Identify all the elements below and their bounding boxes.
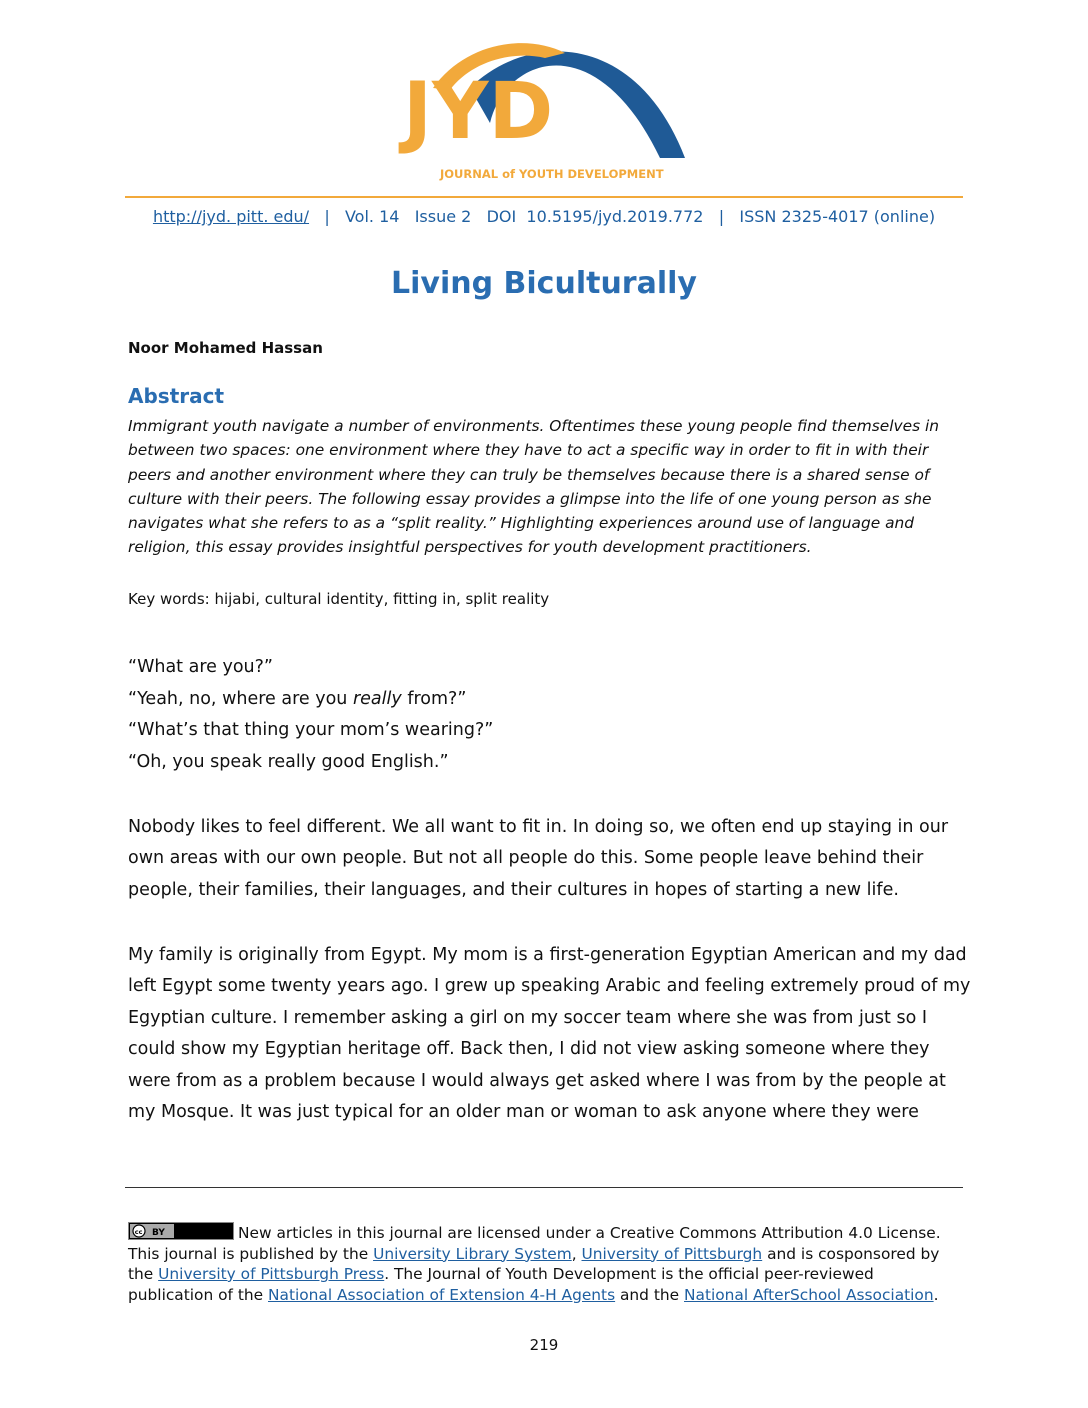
footer-line xyxy=(128,1222,968,1244)
footer-text: and the xyxy=(615,1285,684,1304)
issn: ISSN 2325-4017 (online) xyxy=(739,207,936,226)
abstract-line: peers and another environment where they can truly be themselves because there is a shared sense of xyxy=(128,465,930,484)
creative-commons-badge-icon[interactable] xyxy=(128,1222,234,1240)
logo-letters: JYD xyxy=(403,67,554,157)
body-line: were from as a problem because I would always get asked where I was from by the people at xyxy=(128,1070,946,1091)
footer-line xyxy=(128,1285,968,1306)
quote-line: “What are you?” xyxy=(128,657,273,677)
university-of-pittsburgh-link[interactable]: University of Pittsburgh xyxy=(581,1244,763,1263)
extension-4h-agents-link[interactable]: National Association of Extension 4-H Agents xyxy=(268,1285,616,1304)
footer-line xyxy=(128,1264,968,1285)
body-line: own areas with our own people. But not all people do this. Some people leave behind their xyxy=(128,848,924,869)
footer-line xyxy=(128,1244,968,1265)
footer-text: , xyxy=(571,1244,582,1263)
abstract-line: Immigrant youth navigate a number of environments. Oftentimes these young people find themselves in xyxy=(128,417,940,435)
body-line: My family is originally from Egypt. My mom is a first-generation Egyptian American and my dad xyxy=(128,945,967,965)
quote-line xyxy=(128,684,493,716)
quote-line: “What’s that thing your mom’s wearing?” xyxy=(128,720,494,740)
jyd-logo-graphic xyxy=(395,28,695,188)
body-line: Nobody likes to feel different. We all want to fit in. In doing so, we often end up staying in our xyxy=(128,817,949,837)
opening-quotes xyxy=(128,652,493,778)
article-title: Living Biculturally xyxy=(391,266,697,301)
afterschool-association-link[interactable]: National AfterSchool Association xyxy=(684,1285,934,1304)
quote-emphasis: really xyxy=(352,688,402,709)
footer-rule xyxy=(125,1187,963,1188)
pitt-press-link[interactable]: University of Pittsburgh Press xyxy=(158,1265,385,1283)
body-line: left Egypt some twenty years ago. I grew up speaking Arabic and feeling extremely proud of my xyxy=(128,976,971,997)
license-text: New articles in this journal are licensed under a Creative Commons Attribution 4.0 License. xyxy=(238,1224,941,1242)
volume: Vol. 14 xyxy=(344,207,400,226)
issue: Issue 2 xyxy=(414,207,472,226)
body-paragraph xyxy=(128,812,968,906)
university-library-system-link[interactable]: University Library System xyxy=(373,1244,572,1263)
keywords: Key words: hijabi, cultural identity, fitting in, split reality xyxy=(128,590,550,608)
citation-header xyxy=(0,207,1088,226)
footer-text: and is cosponsored by xyxy=(762,1244,940,1263)
abstract-line: culture with their peers. The following essay provides a glimpse into the life of one young person as she xyxy=(128,489,932,508)
header-separator: | xyxy=(324,207,330,226)
author-name: Noor Mohamed Hassan xyxy=(128,339,323,357)
svg-text:BY: BY xyxy=(152,1228,165,1238)
license-footer xyxy=(128,1222,968,1305)
quote-text: from?” xyxy=(401,688,467,709)
body-line: Egyptian culture. I remember asking a girl on my soccer team where she was from just so I xyxy=(128,1007,928,1028)
quote-text: “Yeah, no, where are you xyxy=(128,688,353,709)
body-line: my Mosque. It was just typical for an older man or woman to ask anyone where they were xyxy=(128,1102,919,1123)
logo-subtitle: JOURNAL of YOUTH DEVELOPMENT xyxy=(440,167,664,181)
footer-text: This journal is published by the xyxy=(128,1244,374,1263)
abstract-text xyxy=(128,414,963,560)
journal-logo xyxy=(395,28,695,188)
abstract-heading: Abstract xyxy=(128,384,225,408)
footer-text: . xyxy=(933,1285,939,1304)
doi: DOI 10.5195/jyd.2019.772 xyxy=(486,207,704,226)
journal-url-link[interactable]: http://jyd. pitt. edu/ xyxy=(152,207,310,226)
quote-line: “Oh, you speak really good English.” xyxy=(128,751,449,772)
footer-text: . The Journal of Youth Development is the official peer-reviewed xyxy=(384,1265,874,1283)
body-line: could show my Egyptian heritage off. Back then, I did not view asking someone where they xyxy=(128,1039,930,1060)
header-rule xyxy=(125,196,963,198)
page-number: 219 xyxy=(529,1336,559,1354)
footer-text: the xyxy=(128,1265,159,1283)
abstract-line: religion, this essay provides insightful perspectives for youth development practitioners. xyxy=(128,538,812,557)
abstract-line: navigates what she refers to as a “split reality.” Highlighting experiences around use of language and xyxy=(128,514,915,533)
body-line: people, their families, their languages, and their cultures in hopes of starting a new life. xyxy=(128,879,899,900)
body-paragraph xyxy=(128,940,971,1128)
header-separator: | xyxy=(718,207,725,226)
footer-text: publication of the xyxy=(128,1285,268,1304)
abstract-line: between two spaces: one environment where they have to act a specific way in order to fit in with their xyxy=(128,441,929,460)
svg-text:cc: cc xyxy=(134,1228,143,1236)
